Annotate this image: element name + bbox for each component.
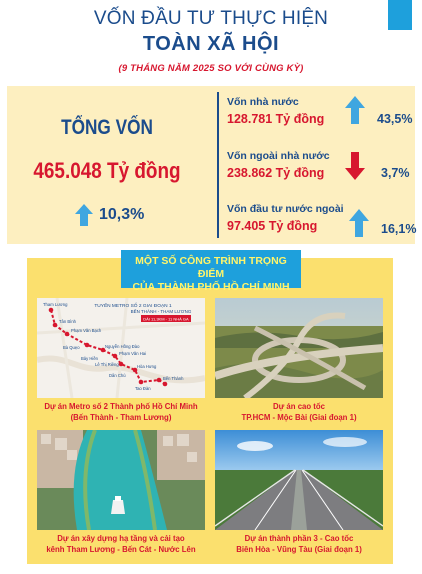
metro-map-image: [37, 298, 205, 398]
source-label: Vốn đầu tư nước ngoài: [227, 203, 344, 215]
projects-heading-line2: CỦA THÀNH PHỐ HỒ CHÍ MINH: [132, 281, 290, 293]
expressway-photo: [215, 430, 383, 530]
total-label: TỔNG VỐN: [61, 116, 153, 139]
caption-line: Dự án xây dựng hạ tầng và cải tạo: [57, 534, 185, 543]
station-label: Phạm Văn Bạch: [71, 328, 102, 333]
source-growth: 16,1%: [381, 222, 417, 236]
caption-line: (Bến Thành - Tham Lương): [70, 412, 172, 422]
source-row-fdi: [227, 203, 417, 243]
projects-heading-line1: MỘT SỐ CÔNG TRÌNH TRỌNG ĐIỂM: [135, 255, 287, 280]
station-label: Dân Chủ: [109, 373, 126, 378]
station-label: Bảy Hiền: [81, 356, 98, 361]
project-caption: [31, 402, 211, 423]
map-badge: DÀI 11,3KM - 11 NHÀ GA: [143, 316, 189, 322]
source-value: 128.781 Tỷ đồng: [227, 112, 325, 126]
canal-image: [37, 430, 205, 530]
caption-line: Biên Hòa - Vũng Tàu (Giai đoạn 1): [236, 544, 362, 554]
metro-line-map: [37, 298, 205, 398]
map-title: TUYẾN METRO SỐ 2 GIAI ĐOẠN 1: [94, 304, 172, 309]
station-label: Nguyễn Hồng Đào: [105, 344, 140, 349]
station-label: Tham Lương: [43, 302, 68, 307]
station-label: Tao Đàn: [135, 386, 151, 391]
caption-line: TP.HCM - Mộc Bài (Giai đoạn 1): [241, 412, 357, 422]
interchange-image: [215, 298, 383, 398]
page-title-emphasis: TOÀN XÃ HỘI: [142, 33, 280, 55]
projects-heading: [121, 250, 301, 293]
station-label: Phạm Văn Hai: [119, 351, 146, 356]
station-label: Bến Thành: [163, 376, 184, 381]
arrow-up-icon: [349, 209, 369, 237]
arrow-down-icon: [345, 152, 365, 180]
source-row-non-state: [227, 150, 412, 190]
divider: [217, 92, 219, 238]
caption-line: kênh Tham Lương - Bến Cát - Nước Lên: [46, 544, 196, 554]
station-label: Lê Thị Riêng: [95, 362, 119, 367]
page-title: VỐN ĐẦU TƯ THỰC HIỆN: [93, 8, 329, 29]
source-value: 238.862 Tỷ đồng: [227, 166, 325, 180]
project-caption: [31, 534, 211, 555]
page-subtitle: (9 THÁNG NĂM 2025 SO VỚI CÙNG KỲ): [118, 63, 304, 74]
project-caption: [211, 534, 387, 555]
arrow-up-icon: [75, 204, 93, 226]
total-value: 465.048 Tỷ đồng: [33, 158, 181, 183]
source-value: 97.405 Tỷ đồng: [227, 219, 318, 233]
highway-interchange-photo: [215, 298, 383, 398]
source-growth: 43,5%: [377, 112, 413, 126]
key-projects: [27, 255, 393, 564]
caption-line: Dự án thành phần 3 - Cao tốc: [244, 534, 354, 543]
total-growth: [75, 204, 144, 226]
canal-photo: [37, 430, 205, 530]
map-subtitle: BẾN THÀNH - THAM LƯƠNG: [130, 309, 192, 314]
caption-line: Dự án cao tốc: [272, 402, 325, 411]
source-row-state: [227, 96, 412, 136]
arrow-up-icon: [345, 96, 365, 124]
station-label: Hòa Hưng: [137, 364, 157, 369]
total-growth-value: 10,3%: [99, 206, 145, 223]
project-caption: [211, 402, 387, 423]
station-label: Bà Quẹo: [63, 345, 80, 350]
expressway-image: [215, 430, 383, 530]
source-label: Vốn nhà nước: [227, 96, 299, 108]
station-label: Tân Bình: [59, 319, 76, 324]
source-label: Vốn ngoài nhà nước: [227, 150, 330, 162]
investment-summary: [7, 86, 415, 244]
source-growth: 3,7%: [381, 166, 410, 180]
caption-line: Dự án Metro số 2 Thành phố Hồ Chí Minh: [44, 402, 198, 411]
